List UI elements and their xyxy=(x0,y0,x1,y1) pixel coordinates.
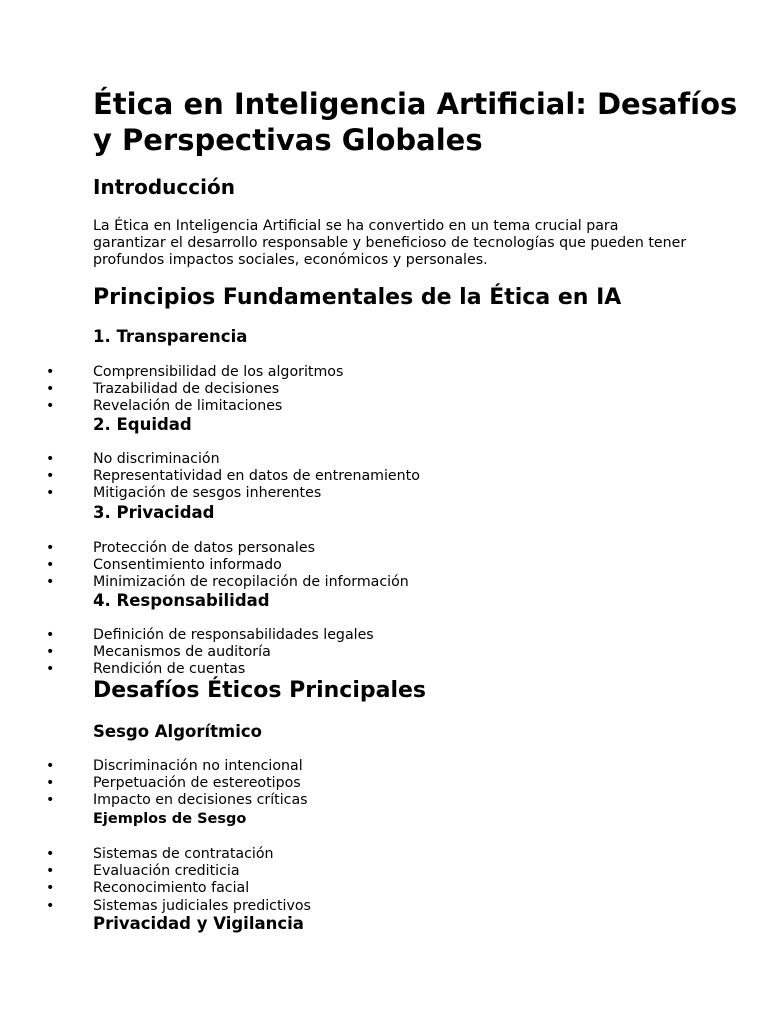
section-heading-privacidad-vigilancia: Privacidad y Vigilancia xyxy=(93,914,304,933)
section-heading-equidad: 2. Equidad xyxy=(93,415,192,434)
list-item: • Mitigación de sesgos inherentes xyxy=(46,485,322,502)
bullet-icon: • xyxy=(46,897,55,914)
section-heading-responsabilidad: 4. Responsabilidad xyxy=(93,591,270,610)
challenges-heading: Desafíos Éticos Principales xyxy=(93,678,427,703)
section-heading-sesgo: Sesgo Algorítmico xyxy=(93,722,263,741)
section-heading-privacidad: 3. Privacidad xyxy=(93,503,215,522)
list-item: • Impacto en decisiones críticas xyxy=(46,792,308,809)
list-item: • Consentimiento informado xyxy=(46,557,282,574)
list-item: • Representatividad en datos de entrenamiento xyxy=(46,468,420,485)
list-item: • Evaluación crediticia xyxy=(46,863,240,880)
bullet-icon: • xyxy=(46,557,55,574)
list-item: • Discriminación no intencional xyxy=(46,758,303,774)
section-heading-ejemplos: Ejemplos de Sesgo xyxy=(93,811,247,827)
list-item: • Minimización de recopilación de información xyxy=(46,574,409,591)
list-sesgo xyxy=(0,758,768,810)
list-item: • Comprensibilidad de los algoritmos xyxy=(46,364,344,380)
list-responsabilidad xyxy=(0,627,768,679)
list-item: • Rendición de cuentas xyxy=(46,661,246,678)
bullet-icon: • xyxy=(46,880,55,897)
list-item: • Revelación de limitaciones xyxy=(46,398,283,415)
bullet-icon: • xyxy=(46,644,55,661)
section-heading-transparencia: 1. Transparencia xyxy=(93,327,248,346)
list-item: • Definición de responsabilidades legales xyxy=(46,627,374,643)
list-item: • Sistemas de contratación xyxy=(46,846,274,862)
bullet-icon: • xyxy=(46,398,55,415)
list-item: • No discriminación xyxy=(46,451,220,467)
list-item: • Sistemas judiciales predictivos xyxy=(46,897,311,914)
bullet-icon: • xyxy=(46,468,55,485)
list-item: • Protección de datos personales xyxy=(46,540,315,556)
list-item: • Reconocimiento facial xyxy=(46,880,250,897)
bullet-icon: • xyxy=(46,863,55,880)
bullet-icon: • xyxy=(46,540,55,556)
bullet-icon: • xyxy=(46,775,55,792)
document-title: Ética en Inteligencia Artificial: Desafíos y Perspectivas Globales xyxy=(93,87,738,157)
bullet-icon: • xyxy=(46,485,55,502)
list-item: • Perpetuación de estereotipos xyxy=(46,775,301,792)
list-item: • Trazabilidad de decisiones xyxy=(46,381,280,398)
bullet-icon: • xyxy=(46,758,55,774)
bullet-icon: • xyxy=(46,574,55,591)
bullet-icon: • xyxy=(46,846,55,862)
list-equidad xyxy=(0,451,768,503)
list-item: • Mecanismos de auditoría xyxy=(46,644,271,661)
bullet-icon: • xyxy=(46,627,55,643)
bullet-icon: • xyxy=(46,381,55,398)
intro-paragraph: La Ética en Inteligencia Artificial se ha convertido en un tema crucial para garantizar el desarrollo responsable y beneficioso de tecnologías que pueden tener profundos impactos sociales, económicos y personales. xyxy=(93,218,687,269)
bullet-icon: • xyxy=(46,364,55,380)
bullet-icon: • xyxy=(46,661,55,678)
list-ejemplos xyxy=(0,846,768,915)
bullet-icon: • xyxy=(46,451,55,467)
intro-heading: Introducción xyxy=(93,175,235,199)
list-transparencia xyxy=(0,364,768,416)
list-privacidad xyxy=(0,540,768,592)
bullet-icon: • xyxy=(46,792,55,809)
principles-heading: Principios Fundamentales de la Ética en IA xyxy=(93,285,622,310)
